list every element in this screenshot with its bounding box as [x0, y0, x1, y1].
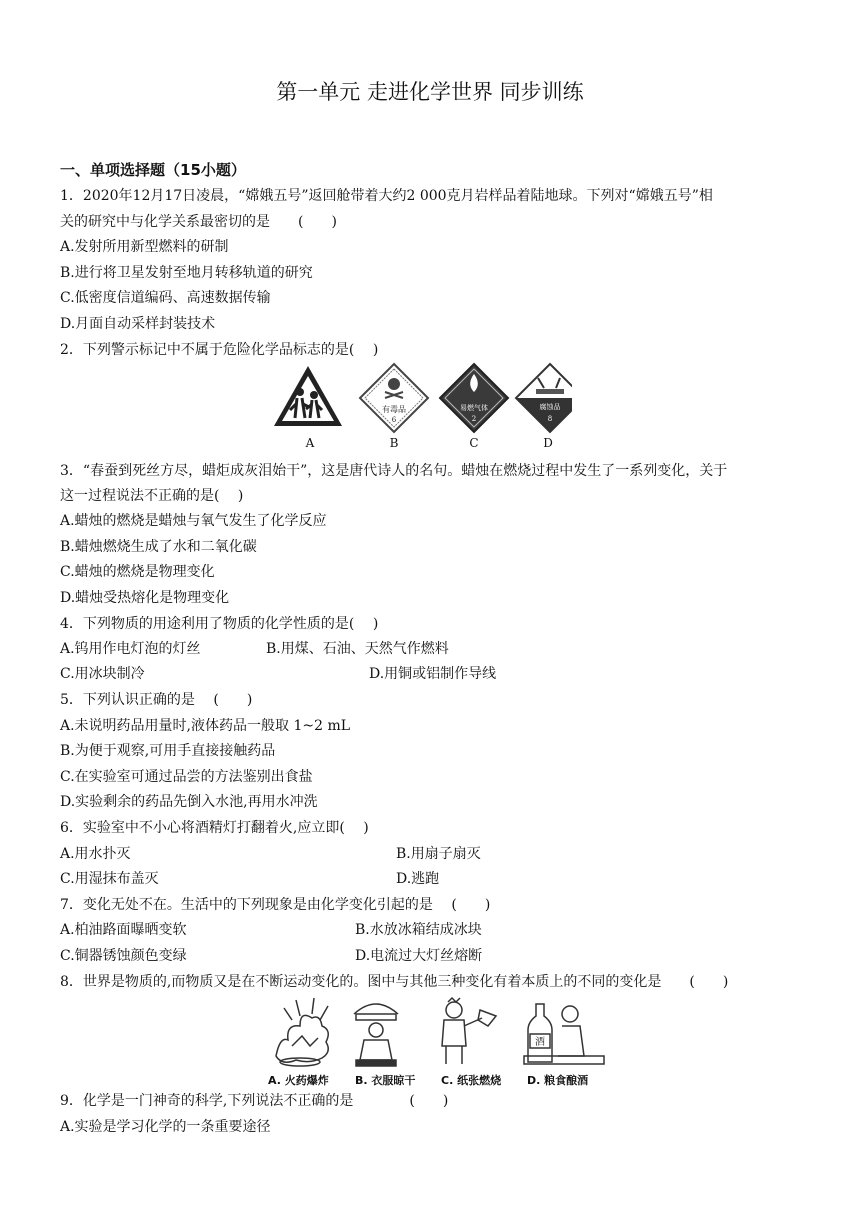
q5-option-a: A.未说明药品用量时,液体药品一般取 1~2 mL: [60, 718, 351, 734]
caption-d: D. 粮食酿酒: [527, 1074, 589, 1087]
caption-c: C. 纸张燃烧: [441, 1074, 502, 1087]
sign-b-toxic: [360, 364, 428, 432]
illustration-drying-clothes: [354, 1004, 398, 1066]
q3-option-a: A.蜡烛的燃烧是蜡烛与氧气发生了化学反应: [60, 513, 327, 529]
q3-stem-line2: 这一过程说法不正确的是( ): [60, 488, 244, 504]
q5-option-d: D.实验剩余的药品先倒入水池,再用水冲洗: [60, 794, 318, 810]
page-title: 第一单元 走进化学世界 同步训练: [276, 80, 584, 104]
q1-option-d: D.月面自动采样封装技术: [60, 316, 216, 332]
q6-option-c: C.用湿抹布盖灭: [60, 871, 159, 887]
q6-option-d: D.逃跑: [396, 871, 440, 887]
q7-option-c: C.铜器锈蚀颜色变绿: [60, 948, 187, 964]
bottle-label: 酒: [535, 1037, 545, 1048]
sign-a-children-crossing: [274, 366, 342, 426]
q4-option-a: A.钨用作电灯泡的灯丝: [60, 641, 201, 657]
q6-option-b: B.用扇子扇灭: [396, 846, 481, 862]
sign-label-d: D: [543, 436, 553, 450]
caption-a: A. 火药爆炸: [268, 1074, 329, 1087]
q7-option-a: A.柏油路面曝晒变软: [60, 922, 187, 938]
sign-b-text: 有毒品: [382, 405, 406, 414]
q7-option-b: B.水放冰箱结成冰块: [355, 922, 482, 938]
q3-option-d: D.蜡烛受热熔化是物理变化: [60, 590, 230, 606]
sign-c-flammable-gas: [440, 364, 508, 432]
caption-b: B. 衣服晾干: [355, 1074, 416, 1087]
q4-option-b: B.用煤、石油、天然气作燃料: [266, 641, 449, 657]
q3-option-c: C.蜡烛的燃烧是物理变化: [60, 564, 215, 580]
q1-stem-line1: 1．2020年12月17日凌晨，“嫦娥五号”返回舱带着大约2 000克月岩样品着陆地球。下列对“嫦娥五号”相: [60, 188, 713, 204]
illustration-explosion: [276, 998, 328, 1066]
illustration-brewing-wine: [524, 1004, 604, 1064]
sign-label-c: C: [469, 436, 479, 450]
sign-d-corrosive: [516, 364, 572, 432]
q4-option-d: D.用铜或铝制作导线: [369, 666, 497, 682]
q7-stem: 7．变化无处不在。生活中的下列现象是由化学变化引起的是 ( ): [60, 897, 491, 913]
sign-d-text: 腐蚀品: [539, 403, 561, 411]
section-heading: 一、单项选择题（15小题）: [60, 161, 246, 179]
q5-option-b: B.为便于观察,可用手直接接触药品: [60, 743, 276, 759]
q4-option-c: C.用冰块制冷: [60, 666, 145, 682]
q4-stem: 4．下列物质的用途利用了物质的化学性质的是( ): [60, 616, 379, 632]
q1-option-a: A.发射所用新型燃料的研制: [60, 239, 229, 255]
q1-option-c: C.低密度信道编码、高速数据传输: [60, 290, 271, 306]
q9-stem: 9．化学是一门神奇的科学,下列说法不正确的是 ( ): [60, 1093, 449, 1109]
q2-stem: 2．下列警示标记中不属于危险化学品标志的是( ): [60, 342, 379, 358]
q7-option-d: D.电流过大灯丝熔断: [355, 948, 483, 964]
hazard-signs-figure: [272, 362, 572, 434]
q5-stem: 5．下列认识正确的是 ( ): [60, 692, 253, 708]
sign-d-number: 8: [547, 415, 553, 423]
q1-option-b: B.进行将卫星发射至地月转移轨道的研究: [60, 265, 313, 281]
q6-option-a: A.用水扑灭: [60, 846, 131, 862]
changes-figure: [266, 996, 606, 1070]
sign-b-number: 6: [391, 416, 397, 424]
q5-option-c: C.在实验室可通过品尝的方法鉴别出食盐: [60, 769, 313, 785]
q9-option-a: A.实验是学习化学的一条重要途径: [60, 1119, 271, 1135]
q8-stem: 8．世界是物质的,而物质又是在不断运动变化的。图中与其他三种变化有着本质上的不同的变化是 ( ): [60, 974, 729, 990]
sign-label-a: A: [305, 436, 315, 450]
q3-stem-line1: 3．“春蚕到死丝方尽，蜡炬成灰泪始干”，这是唐代诗人的名句。蜡烛在燃烧过程中发生了一系列变化，关于: [60, 463, 728, 479]
sign-c-number: 2: [471, 415, 477, 423]
q1-stem-line2: 关的研究中与化学关系最密切的是 ( ): [60, 214, 337, 230]
sign-label-b: B: [389, 436, 399, 450]
q6-stem: 6．实验室中不小心将酒精灯打翻着火,应立即( ): [60, 820, 369, 836]
q3-option-b: B.蜡烛燃烧生成了水和二氧化碳: [60, 539, 257, 555]
sign-c-text: 易燃气体: [460, 404, 488, 412]
illustration-burning-paper: [442, 998, 496, 1064]
